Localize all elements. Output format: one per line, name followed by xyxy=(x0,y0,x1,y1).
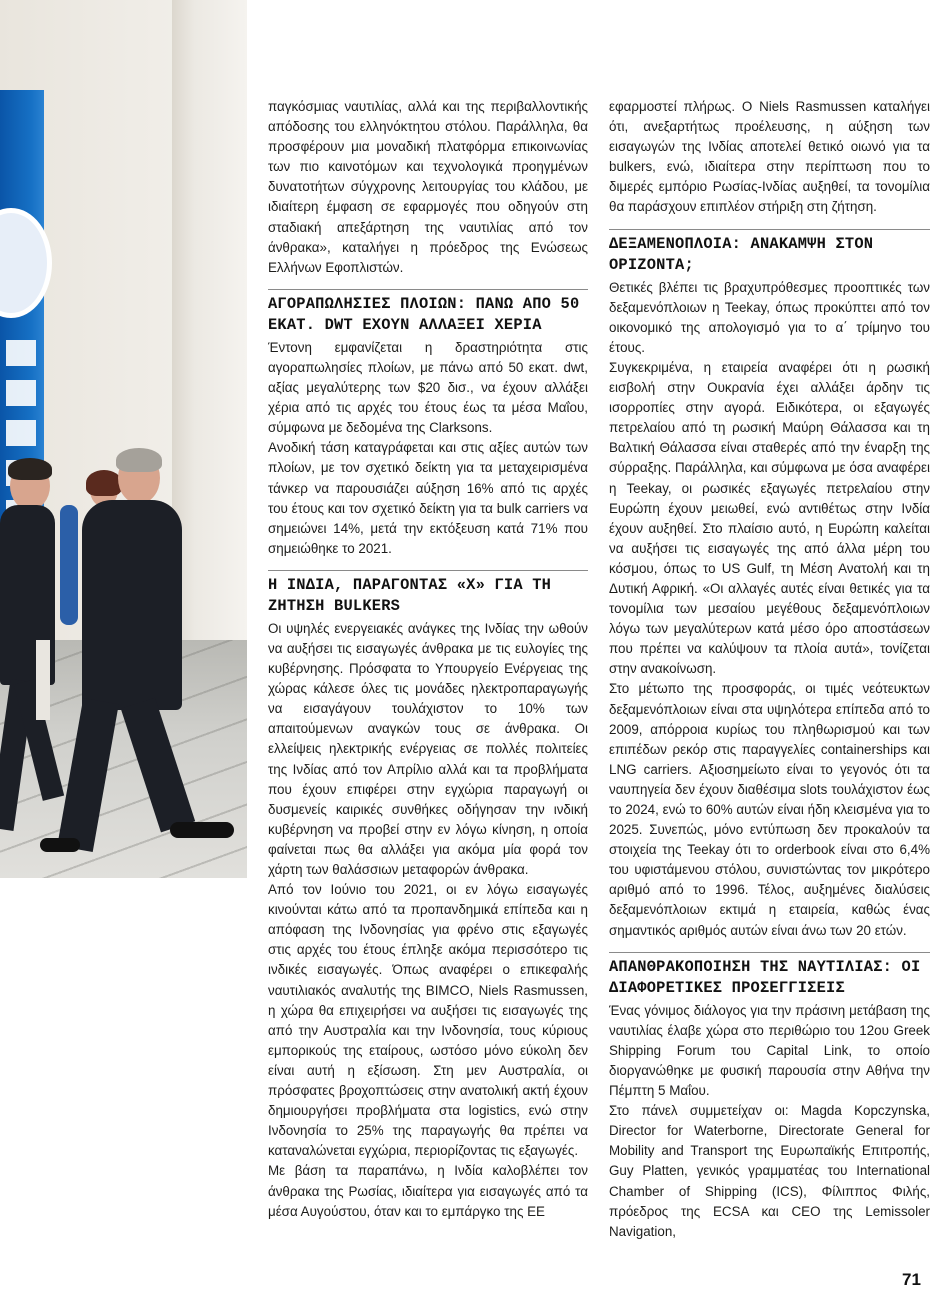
section-heading: ΑΓΟΡΑΠΩΛΗΣΙΕΣ ΠΛΟΙΩΝ: ΠΑΝΩ ΑΠΟ 50 ΕΚΑΤ. DWT ΕΧΟΥΝ ΑΛΛΑΞΕΙ ΧΕΡΙΑ xyxy=(268,294,580,334)
photo-pillar xyxy=(172,0,247,640)
paragraph: Στο μέτωπο της προσφοράς, οι τιμές νεότευκτων δεξαμενόπλοιων είναι στα υψηλότερα επίπεδα από το 2009, απόρροια κυρίως του πληθωρισμού και των επιπέδων ρεκόρ στις παραγγελίες containerships και LNG carriers. Αξιοσημείωτο είναι το γεγονός ότι τα ναυπηγεία δεν έχουν διαθέσιμα slots τουλάχιστον έως το 2024, ενώ το 60% αυτών είναι ήδη κλεισμένα για το 2025. Συνεπώς, μόνο εντύπωση δεν προκαλούν τα στοιχεία της Teekay ότι το orderbook είναι στο 6,4% του υφιστάμενου στόλου, συνιστώντας τον μικρότερο αριθμό από το 1996. Τέλος, αυξημένες διαλύσεις δεξαμενόπλοιων εκτιμά η εταιρεία, καθώς ένας σημαντικός αριθμός αυτών είναι άνω των 20 ετών. xyxy=(609,681,930,938)
section-tankers xyxy=(609,229,930,941)
paragraph: Ανοδική τάση καταγράφεται και στις αξίες αυτών των πλοίων, με τον σχετικό δείκτη για τα μεταχειρισμένα τάνκερ να παρουσιάζει αύξηση 16% από τις αρχές του έτους και τον σχετικό δείκτη για τα bulk carriers να σημειώνει 14%, μετά την εκτόξευση κατά 71% που σημειώθηκε το 2021. xyxy=(268,440,588,556)
article-photo xyxy=(0,0,247,878)
page-number: 71 xyxy=(902,1270,921,1289)
paragraph: παγκόσμιας ναυτιλίας, αλλά και της περιβαλλοντικής απόδοσης του ελληνόκτητου στόλου. Παράλληλα, θα προσφέρουν μια μοναδική πλατφόρμα επικοινωνίας των πιο καινοτόμων και τεχνολογικά προηγμένων δυνατοτήτων σύγχρονης λειτουργίας του κλάδου, με ιδιαίτερη έμφαση σε εφαρμογές που οδηγούν στη σταδιακή απεξάρτηση της ναυτιλίας από τον άνθρακα», καταλήγει η πρόεδρος της Ενώσεως Ελλήνων Εφοπλιστών. xyxy=(268,99,588,275)
paragraph: Συγκεκριμένα, η εταιρεία αναφέρει ότι η ρωσική εισβολή στην Ουκρανία έχει αλλάξει άρδην τις ισορροπίες στην αγορά. Ειδικότερα, οι εξαγωγές πετρελαίου από τη ρωσική Μαύρη Θάλασσα και τη Βαλτική Θάλασσα είναι σταθερές από την έναρξη της σύρραξης. Παράλληλα, και σύμφωνα με όσα αναφέρει η Teekay, οι ρωσικές εξαγωγές πετρελαίου στην Ευρώπη έχουν μειωθεί, ενώ αντιθέτως στην Ινδία έχουν αυξηθεί. Στο πλαίσιο αυτό, η Ευρώπη καλείται να αυξήσει τις εισαγωγές της από άλλα μέρη του κόσμου, όπως το US Gulf, τη Μέση Ανατολή και τη Δυτική Αφρική. «Οι αλλαγές αυτές είναι θετικές για τα τονομίλια των μεσαίου μεγέθους δεξαμενόπλοιων λόγω των μεγαλύτερων κατά μέσο όρο αποστάσεων που πρέπει να καλύψουν τα πλοία αυτά», τονίζεται στην ανακοίνωση. xyxy=(609,359,930,677)
intro-block-left xyxy=(268,97,588,278)
photo-banner-logo xyxy=(0,208,52,318)
section-ship-sales xyxy=(268,289,588,559)
section-india-bulkers xyxy=(268,570,588,1222)
section-heading: ΔΕΞΑΜΕΝΟΠΛΟΙΑ: ΑΝΑΚΑΜΨΗ ΣΤΟΝ ΟΡΙΖΟΝΤΑ; xyxy=(609,234,874,274)
paragraph: Από τον Ιούνιο του 2021, οι εν λόγω εισαγωγές κινούνται κάτω από τα προπανδημικά επίπεδα και η απόφαση της Ινδονησίας για φρένο στις εξαγωγές στις αρχές του έτους έπληξε ακόμα περισσότερο τις ινδικές εισαγωγές. Όπως αναφέρει ο επικεφαλής ναυτιλιακός αναλυτής της BIMCO, Niels Rasmussen, η χώρα θα επιχειρήσει να αυξήσει τις εισαγωγές της από την Αυστραλία και την Ινδονησία, τους κύριους εμπορικούς της εταίρους, ωστόσο μόνο εύκολη δεν είναι αυτή η εξίσωση. Στη μεν Αυστραλία, οι πρόσφατες βροχοπτώσεις στην ανατολική ακτή έχουν δημιουργήσει προβλήματα στα logistics, ενώ στην Ινδονησία το 25% της παραγωγής θα πρέπει να καταναλώνεται εγχώρια, περιορίζοντας τις εξαγωγές. xyxy=(268,882,588,1159)
paragraph: Θετικές βλέπει τις βραχυπρόθεσμες προοπτικές των δεξαμενόπλοιων η Teekay, όπως προκύπτει από τον οικονομικό της απολογισμό για το α΄ τρίμηνο του έτους. xyxy=(609,279,930,355)
section-heading: Η ΙΝΔΙΑ, ΠΑΡΑΓΟΝΤΑΣ «Χ» ΓΙΑ ΤΗ ΖΗΤΗΣΗ BULKERS xyxy=(268,575,552,615)
paragraph: Στο πάνελ συμμετείχαν οι: Magda Kopczynska, Director for Waterborne, Directorate General for Mobility and Transport της Ευρωπαϊκής Επιτροπής, Guy Platten, γενικός γραμματέας του International Chamber of Shipping (ICS), Φίλιππος Φιλής, πρόεδρος της ECSA και CEO της Lemissoler Navigation, xyxy=(609,1103,930,1239)
intro-block-right xyxy=(609,97,930,218)
paragraph: Έντονη εμφανίζεται η δραστηριότητα στις αγοραπωλησίες πλοίων, με πάνω από 50 εκατ. dwt, αξίας μεγαλύτερης των $20 δισ., να έχουν αλλάξει χέρια από τις αρχές του έτους έως τα μέσα Μαΐου, σύμφωνα με δεδομένα της Clarksons. xyxy=(268,339,588,436)
paragraph: Με βάση τα παραπάνω, η Ινδία καλοβλέπει τον άνθρακα της Ρωσίας, ιδιαίτερα για εισαγωγές από τα μέσα Αυγούστου, όταν και το εμπάργκο της ΕΕ xyxy=(268,1163,588,1219)
paragraph: Οι υψηλές ενεργειακές ανάγκες της Ινδίας την ωθούν να αυξήσει τις εισαγωγές άνθρακα με τις ευλογίες της κυβέρνησης. Πρόσφατα το Υπουργείο Ενέργειας της χώρας κάλεσε όλες τις μονάδες ηλεκτροπαραγωγής να εισαγάγουν τουλάχιστον το 10% των απαιτούμενων αναγκών τους σε άνθρακα. Οι ελλείψεις ηλεκτρικής ενέργειας σε πολλές πολιτείες της Ινδίας από τον Απρίλιο αλλά και τα προβλήματα που έχουν επιφέρει στην εγχώρια παραγωγή οι δυσμενείς καιρικές συνθήκες οδήγησαν την ινδική κυβέρνηση να προβεί στην εν λόγω κίνηση, η οποία φαίνεται πως θα αλλάξει για ακόμα μία φορά τον χάρτη των θαλάσσιων μεταφορών άνθρακα. xyxy=(268,620,588,877)
section-decarbonisation xyxy=(609,952,930,1242)
text-column-left xyxy=(268,97,588,1222)
paragraph: εφαρμοστεί πλήρως. Ο Niels Rasmussen καταλήγει ότι, ανεξαρτήτως προέλευσης, η αύξηση των εισαγωγών της Ινδίας αποτελεί θετικό οιωνό για τα bulkers, ενώ, ιδιαίτερα στην περίπτωση που το διμερές εμπόριο Ρωσίας-Ινδίας αυξηθεί, τα τονομίλια θα παράσχουν επιπλέον στήριξη στη ζήτηση. xyxy=(609,99,930,215)
paragraph: Ένας γόνιμος διάλογος για την πράσινη μετάβαση της ναυτιλίας έλαβε χώρα στο περιθώριο του 12ου Greek Shipping Forum του Capital Link, το οποίο διοργανώθηκε με φυσική παρουσία στην Αθήνα την Πέμπτη 5 Μαΐου. xyxy=(609,1002,930,1099)
text-column-right xyxy=(609,97,930,1242)
section-heading: ΑΠΑΝΘΡΑΚΟΠΟΙΗΣΗ ΤΗΣ ΝΑΥΤΙΛΙΑΣ: ΟΙ ΔΙΑΦΟΡΕΤΙΚΕΣ ΠΡΟΣΕΓΓΙΣΕΙΣ xyxy=(609,957,921,997)
